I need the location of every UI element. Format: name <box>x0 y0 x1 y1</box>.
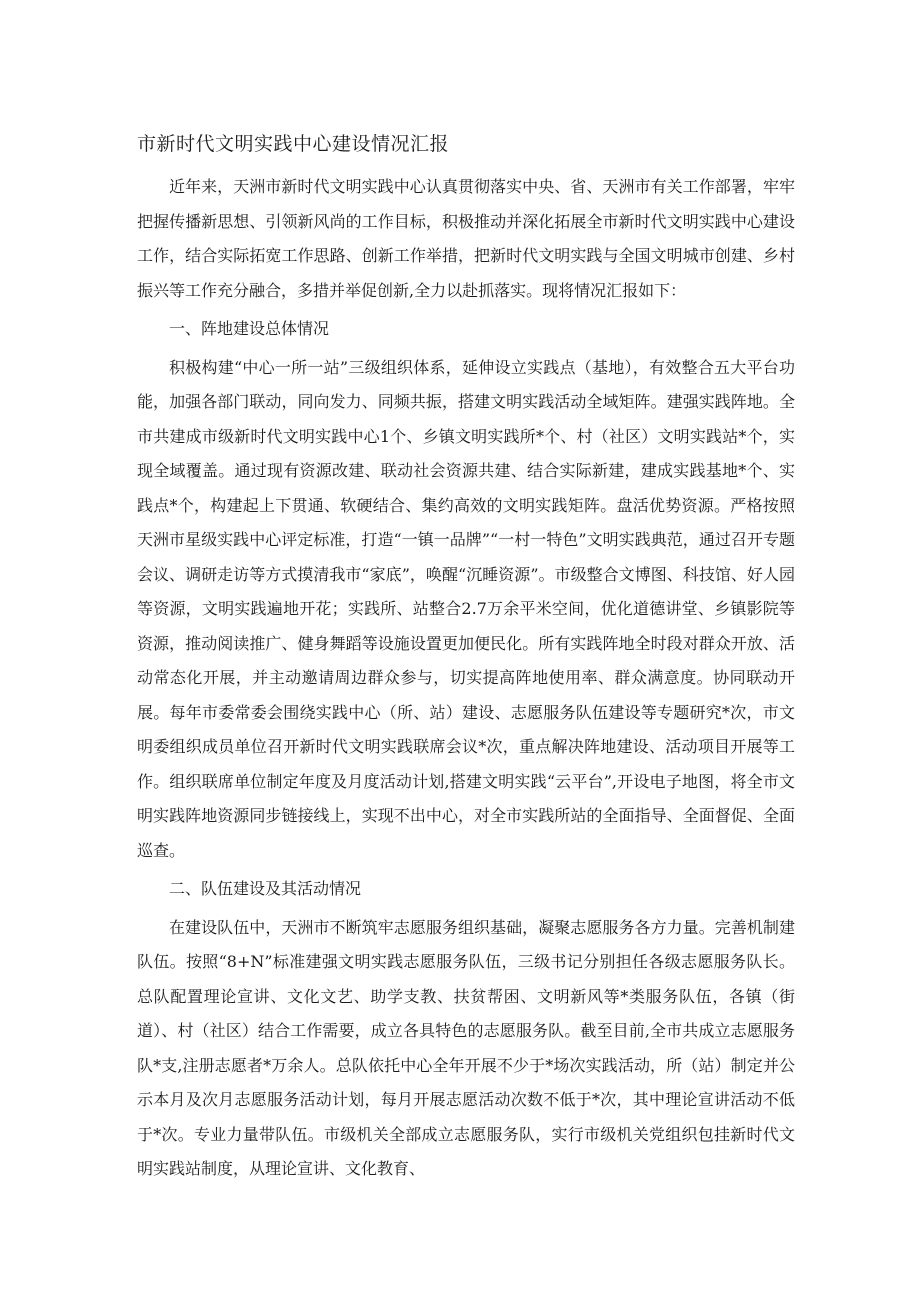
intro-paragraph: 近年来，天洲市新时代文明实践中心认真贯彻落实中央、省、天洲市有关工作部署，牢牢把握传播新思想、引领新风尚的工作目标，积极推动并深化拓展全市新时代文明实践中心建设工作，结合实际拓宽工作思路、创新工作举措，把新时代文明实践与全国文明城市创建、乡村振兴等工作充分融合，多措并举促创新,全力以赴抓落实。现将情况汇报如下： <box>137 177 795 300</box>
document-title: 市新时代文明实践中心建设情况汇报 <box>137 133 450 155</box>
section-paragraph-2: 在建设队伍中，天洲市不断筑牢志愿服务组织基础，凝聚志愿服务各方力量。完善机制建队伍。按照“8+N”标准建强文明实践志愿服务队伍，三级书记分别担任各级志愿服务队长。总队配置理论宣讲、文化文艺、助学支教、扶贫帮困、文明新风等*类服务队伍，各镇（街道）、村（社区）结合工作需要，成立各具特色的志愿服务队。截至目前,全市共成立志愿服务队*支,注册志愿者*万余人。总队依托中心全年开展不少于*场次实践活动，所（站）制定并公示本月及次月志愿服务活动计划，每月开展志愿活动次数不低于*次，其中理论宣讲活动不低于*次。专业力量带队伍。市级机关全部成立志愿服务队，实行市级机关党组织包挂新时代文明实践站制度，从理论宣讲、文化教育、 <box>137 917 795 1178</box>
section-heading-1: 一、阵地建设总体情况 <box>169 319 330 338</box>
section-paragraph-1: 积极构建“中心一所一站”三级组织体系，延伸设立实践点（基地），有效整合五大平台功能，加强各部门联动，同向发力、同频共振，搭建文明实践活动全域矩阵。建强实践阵地。全市共建成市级新时代文明实践中心1个、乡镇文明实践所*个、村（社区）文明实践站*个，实现全域覆盖。通过现有资源改建、联动社会资源共建、结合实际新建，建成实践基地*个、实践点*个，构建起上下贯通、软硬结合、集约高效的文明实践矩阵。盘活优势资源。严格按照天洲市星级实践中心评定标准，打造“一镇一品牌”“一村一特色”文明实践典范，通过召开专题会议、调研走访等方式摸清我市“家底”，唤醒“沉睡资源”。市级整合文博图、科技馆、好人园等资源，文明实践遍地开花；实践所、站整合2.7万余平米空间，优化道德讲堂、乡镇影院等资源，推动阅读推广、健身舞蹈等设施设置更加便民化。所有实践阵地全时段对群众开放、活动常态化开展，并主动邀请周边群众参与，切实提高阵地使用率、群众满意度。协同联动开展。每年市委常委会围绕实践中心（所、站）建设、志愿服务队伍建设等专题研究*次，市文明委组织成员单位召开新时代文明实践联席会议*次，重点解决阵地建设、活动项目开展等工作。组织联席单位制定年度及月度活动计划,搭建文明实践“云平台”,开设电子地图，将全市文明实践阵地资源同步链接线上，实现不出中心，对全市实践所站的全面指导、全面督促、全面巡查。 <box>137 357 795 860</box>
document-page <box>137 124 795 1191</box>
section-heading-2: 二、队伍建设及其活动情况 <box>169 879 362 898</box>
